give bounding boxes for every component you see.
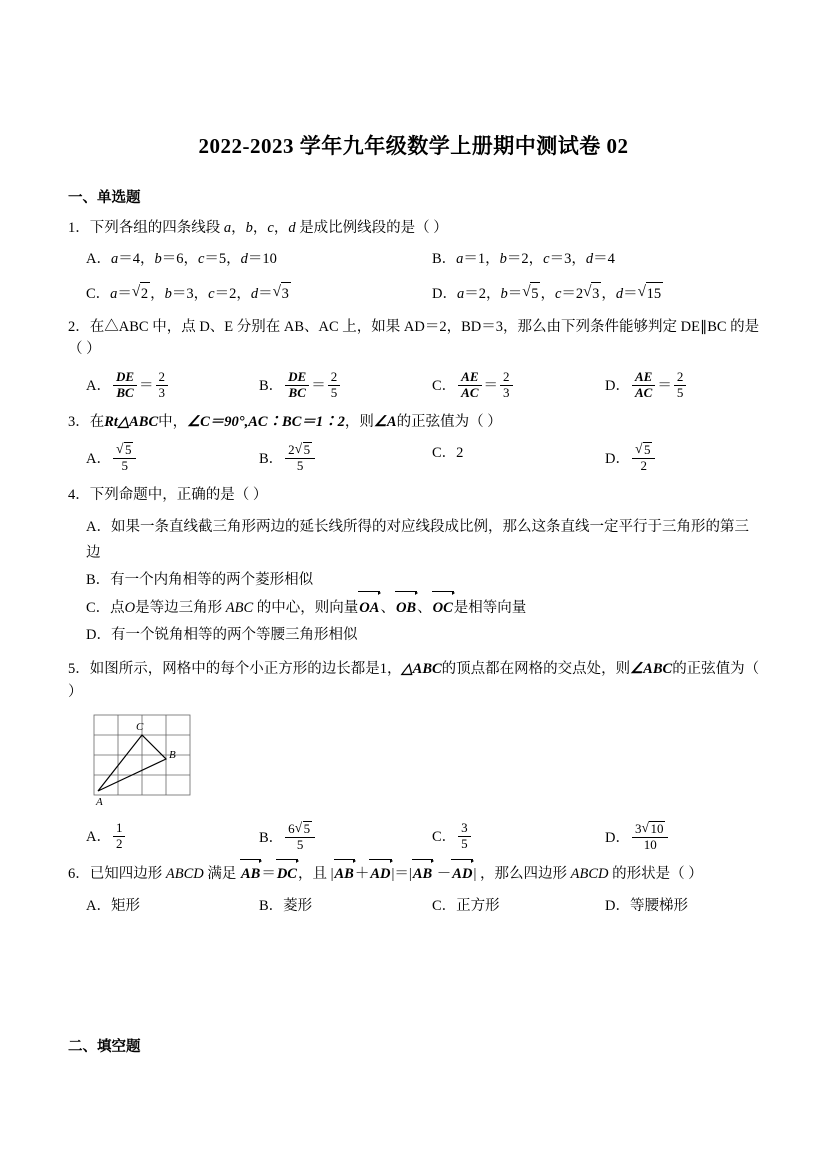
question-4-option-b[interactable]: B．有一个内角相等的两个菱形相似 [86,572,314,589]
question-4-option-d[interactable]: D．有一个锐角相等的两个等腰三角形相似 [86,626,358,643]
page-title: 2022-2023 学年九年级数学上册期中测试卷 02 [198,134,629,158]
question-5-text: 如图所示，网格中的每个小正方形的边长都是1，△ABC的顶点都在网格的交点处，则∠ABC的正弦值为（ ） [68,661,760,700]
document-body [68,180,760,928]
question-5-options [68,821,760,853]
grid-triangle-svg [92,713,210,813]
question-5-option-c[interactable]: C． $\frac{3}{5}$ [414,821,587,853]
vertex-label-a: A [96,796,103,809]
section-heading-single-choice: 一、单选题 [68,190,141,206]
question-3-number: 3． [68,413,90,430]
question-4-number: 4． [68,487,90,503]
question-2-option-d[interactable]: D． $\frac{AE}{AC}$ ＝ $\frac{2}{5}$ [587,370,760,401]
question-3-option-d[interactable]: D． √ $\frac{5}{2}$ [587,442,760,474]
question-1-option-c[interactable]: C．a＝ √ 2 ，b＝3，c＝2，d＝ √ 3 [68,282,414,306]
question-5-number: 5． [68,661,90,678]
question-3-option-a[interactable]: A． √ $\frac{5}{5}$ [68,442,241,474]
question-4-option-c[interactable]: C．点O是等边三角形 ABC 的中心，则向量OA、OB、OC是相等向量 [68,596,760,621]
question-4-text: 下列命题中，正确的是（ ） [89,487,268,503]
question-3 [68,411,760,433]
question-6-option-d[interactable]: D．等腰梯形 [605,897,688,914]
question-6-option-b[interactable]: B．菱形 [259,897,313,914]
question-1 [68,217,760,239]
question-3-options [68,442,760,474]
question-3-text: 在Rt△ABC中，∠C＝90°,AC∶BC＝1∶2，则∠A的正弦值为（ ） [89,413,502,430]
question-3-option-c[interactable]: C．2 [432,445,464,462]
question-5-option-b[interactable]: B． $\frac{6 √ 5}{5}$ [241,821,414,853]
question-2-number: 2． [68,318,90,335]
question-1-number: 1． [68,220,90,236]
grid-triangle-diagram [92,713,210,813]
question-5-option-a[interactable]: A． $\frac{1}{2}$ [68,821,241,853]
question-1-option-b[interactable]: B．a＝1，b＝2，c＝3，d＝4 [432,251,615,268]
question-6-number: 6． [68,866,90,883]
section-heading-fill-blank: 二、填空题 [68,1039,141,1055]
question-6-option-c[interactable]: C．正方形 [432,897,500,914]
question-2-text: 在△ABC 中，点 D、E 分别在 AB、AC 上，如果 AD＝2，BD＝3，那么由下列条件能够判定 DE∥BC 的是（ ） [68,318,760,358]
question-2-option-a[interactable]: A． $\frac{DE}{BC}$ ＝ $\frac{2}{3}$ [68,370,241,401]
question-5-figure [92,713,760,813]
question-6 [68,863,760,885]
question-2-option-b[interactable]: B． $\frac{DE}{BC}$ ＝ $\frac{2}{5}$ [241,370,414,401]
question-1-option-a[interactable]: A．a＝4，b＝6，c＝5，d＝10 [86,251,277,268]
question-5-option-d[interactable]: D． $\frac{3 √ 10}{10}$ [587,821,760,853]
question-1-option-d[interactable]: D．a＝2，b＝ √ 5 ，c＝2 √ 3 ，d＝ √ 15 [414,282,760,306]
question-4-option-a[interactable]: A．如果一条直线截三角形两边的延长线所得的对应线段成比例，那么这条直线一定平行于三角形的第三边 [86,519,749,561]
question-6-option-a[interactable]: A．矩形 [86,897,140,914]
question-2-options [68,370,760,401]
vertex-label-c: C [136,721,144,734]
question-1-options [68,248,760,271]
question-6-text: 已知四边形 ABCD 满足 AB＝DC，且 |AB＋AD|＝|AB －AD| ，那么四边形 ABCD 的形状是（ ） [90,866,703,882]
question-1-text: 下列各组的四条线段 a，b，c，d 是成比例线段的是（ ） [89,220,448,236]
question-6-options [68,895,760,918]
question-5 [68,658,760,703]
question-2 [68,316,760,361]
question-1-options-2 [68,282,760,306]
question-3-option-b[interactable]: B． $\frac{2 √ 5}{5}$ [241,442,414,474]
vertex-label-b: B [169,749,176,762]
question-4 [68,484,760,506]
question-2-option-c[interactable]: C． $\frac{AE}{AC}$ ＝ $\frac{2}{3}$ [414,370,587,401]
